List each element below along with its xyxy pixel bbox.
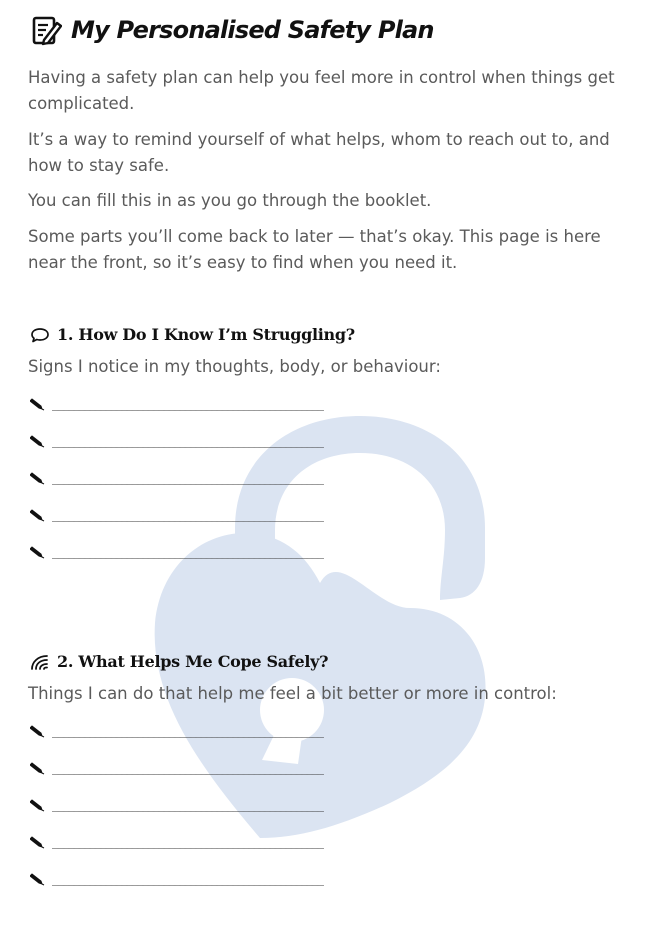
page-title: My Personalised Safety Plan: [71, 16, 434, 44]
write-in-line-underscores: ___________________________________________________: [52, 471, 323, 485]
pencil-icon: [30, 798, 46, 812]
intro-paragraph: Having a safety plan can help you feel more in control when things get complicated.: [28, 68, 615, 113]
title-row: [32, 14, 434, 46]
write-in-line-underscores: ___________________________________________________: [52, 545, 323, 559]
write-in-line-underscores: ___________________________________________________: [52, 872, 323, 886]
pencil-icon: [30, 761, 46, 775]
write-in-line[interactable]: [30, 798, 322, 812]
write-in-line[interactable]: [30, 545, 322, 559]
write-in-line[interactable]: [30, 724, 322, 738]
intro-paragraph: It’s a way to remind yourself of what helps, whom to reach out to, and how to stay safe.: [28, 130, 610, 175]
write-in-line-underscores: ___________________________________________________: [52, 798, 323, 812]
write-in-line[interactable]: [30, 471, 322, 485]
write-in-line[interactable]: [30, 508, 322, 522]
write-in-line[interactable]: [30, 397, 322, 411]
pencil-icon: [30, 434, 46, 448]
write-in-line[interactable]: [30, 761, 322, 775]
write-in-line[interactable]: [30, 872, 322, 886]
write-in-line[interactable]: [30, 434, 322, 448]
write-in-line-underscores: ___________________________________________________: [52, 397, 323, 411]
write-in-line[interactable]: [30, 835, 322, 849]
section-title: 1. How Do I Know I’m Struggling?: [57, 325, 355, 344]
pencil-icon: [30, 471, 46, 485]
intro-paragraph: Some parts you’ll come back to later — that’s okay. This page is here near the front, so it’s easy to find when you need it.: [28, 227, 601, 272]
pencil-icon: [30, 872, 46, 886]
write-in-line-underscores: ___________________________________________________: [52, 508, 323, 522]
section-1-heading-row: [30, 325, 355, 344]
pencil-icon: [30, 835, 46, 849]
section-title: 2. What Helps Me Cope Safely?: [57, 652, 329, 671]
section-prompt: Signs I notice in my thoughts, body, or behaviour:: [28, 357, 441, 376]
pencil-icon: [30, 724, 46, 738]
speech-bubble-icon: [30, 327, 50, 343]
pencil-icon: [30, 545, 46, 559]
pencil-icon: [30, 508, 46, 522]
write-in-line-underscores: ___________________________________________________: [52, 724, 323, 738]
section-2-heading-row: [30, 652, 328, 671]
write-in-line-underscores: ___________________________________________________: [52, 835, 323, 849]
section-prompt: Things I can do that help me feel a bit better or more in control:: [28, 684, 557, 703]
pencil-icon: [30, 397, 46, 411]
intro-paragraph: You can fill this in as you go through the booklet.: [28, 191, 432, 210]
notepad-pencil-icon: [32, 14, 62, 46]
write-in-line-underscores: ___________________________________________________: [52, 434, 323, 448]
rainbow-icon: [30, 654, 50, 670]
write-in-line-underscores: ___________________________________________________: [52, 761, 323, 775]
